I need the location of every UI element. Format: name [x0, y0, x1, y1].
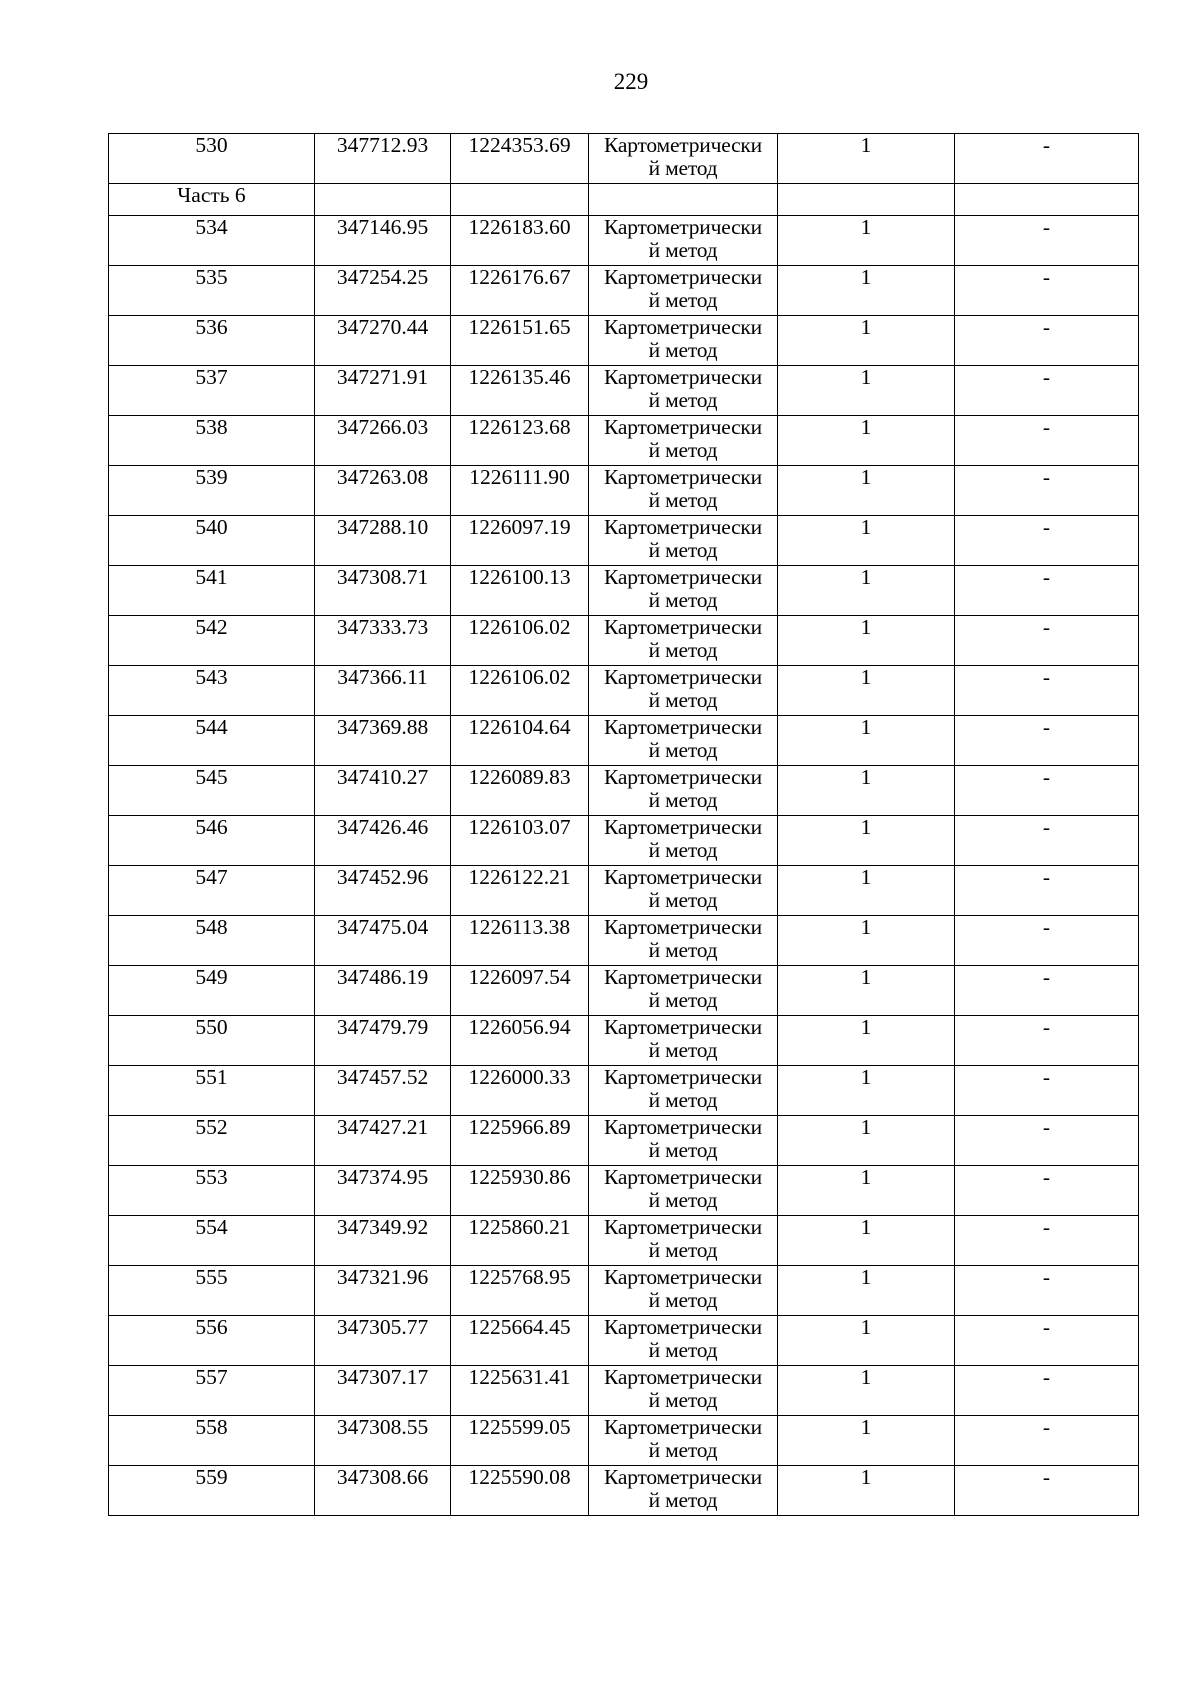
method-cell: Картометрически й метод [589, 1466, 778, 1516]
table-row [109, 1316, 1139, 1366]
method-cell: Картометрически й метод [589, 916, 778, 966]
note-cell: - [955, 516, 1139, 566]
table-row [109, 1266, 1139, 1316]
point-number-cell: 552 [109, 1116, 315, 1166]
y-coordinate-cell: 1226111.90 [451, 466, 589, 516]
accuracy-cell: 1 [778, 1316, 955, 1366]
method-cell: Картометрически й метод [589, 766, 778, 816]
note-cell: - [955, 266, 1139, 316]
note-cell: - [955, 766, 1139, 816]
y-coordinate-cell: 1226123.68 [451, 416, 589, 466]
method-cell: Картометрически й метод [589, 1166, 778, 1216]
empty-cell [955, 184, 1139, 216]
table-row [109, 1166, 1139, 1216]
method-cell: Картометрически й метод [589, 1116, 778, 1166]
note-cell: - [955, 916, 1139, 966]
empty-cell [315, 184, 451, 216]
accuracy-cell: 1 [778, 966, 955, 1016]
table-row [109, 966, 1139, 1016]
note-cell: - [955, 316, 1139, 366]
accuracy-cell: 1 [778, 716, 955, 766]
point-number-cell: 544 [109, 716, 315, 766]
x-coordinate-cell: 347712.93 [315, 134, 451, 184]
method-cell: Картометрически й метод [589, 366, 778, 416]
accuracy-cell: 1 [778, 566, 955, 616]
accuracy-cell: 1 [778, 266, 955, 316]
method-cell: Картометрически й метод [589, 716, 778, 766]
point-number-cell: 556 [109, 1316, 315, 1366]
method-cell: Картометрически й метод [589, 1066, 778, 1116]
table-row [109, 1466, 1139, 1516]
method-cell: Картометрически й метод [589, 466, 778, 516]
y-coordinate-cell: 1226104.64 [451, 716, 589, 766]
note-cell: - [955, 1366, 1139, 1416]
accuracy-cell: 1 [778, 1016, 955, 1066]
method-cell: Картометрически й метод [589, 1266, 778, 1316]
table-row [109, 366, 1139, 416]
method-cell: Картометрически й метод [589, 816, 778, 866]
method-cell: Картометрически й метод [589, 516, 778, 566]
table-row [109, 1416, 1139, 1466]
accuracy-cell: 1 [778, 1416, 955, 1466]
method-cell: Картометрически й метод [589, 1366, 778, 1416]
page-number: 229 [613, 69, 649, 94]
method-cell: Картометрически й метод [589, 966, 778, 1016]
coordinates-table-body [109, 134, 1139, 1516]
note-cell: - [955, 1216, 1139, 1266]
y-coordinate-cell: 1226151.65 [451, 316, 589, 366]
y-coordinate-cell: 1224353.69 [451, 134, 589, 184]
point-number-cell: 536 [109, 316, 315, 366]
table-row [109, 816, 1139, 866]
point-number-cell: 545 [109, 766, 315, 816]
x-coordinate-cell: 347452.96 [315, 866, 451, 916]
accuracy-cell: 1 [778, 1066, 955, 1116]
method-cell: Картометрически й метод [589, 1216, 778, 1266]
point-number-cell: 557 [109, 1366, 315, 1416]
point-number-cell: 537 [109, 366, 315, 416]
note-cell: - [955, 866, 1139, 916]
accuracy-cell: 1 [778, 916, 955, 966]
table-row [109, 1366, 1139, 1416]
point-number-cell: 555 [109, 1266, 315, 1316]
accuracy-cell: 1 [778, 1166, 955, 1216]
y-coordinate-cell: 1226176.67 [451, 266, 589, 316]
y-coordinate-cell: 1226122.21 [451, 866, 589, 916]
accuracy-cell: 1 [778, 1216, 955, 1266]
x-coordinate-cell: 347266.03 [315, 416, 451, 466]
table-row [109, 316, 1139, 366]
note-cell: - [955, 616, 1139, 666]
accuracy-cell: 1 [778, 316, 955, 366]
point-number-cell: 559 [109, 1466, 315, 1516]
note-cell: - [955, 1266, 1139, 1316]
x-coordinate-cell: 347426.46 [315, 816, 451, 866]
y-coordinate-cell: 1225768.95 [451, 1266, 589, 1316]
x-coordinate-cell: 347308.66 [315, 1466, 451, 1516]
y-coordinate-cell: 1226097.19 [451, 516, 589, 566]
x-coordinate-cell: 347270.44 [315, 316, 451, 366]
y-coordinate-cell: 1225631.41 [451, 1366, 589, 1416]
method-cell: Картометрически й метод [589, 1416, 778, 1466]
method-cell: Картометрически й метод [589, 616, 778, 666]
accuracy-cell: 1 [778, 516, 955, 566]
point-number-cell: 553 [109, 1166, 315, 1216]
table-row [109, 666, 1139, 716]
note-cell: - [955, 366, 1139, 416]
note-cell: - [955, 966, 1139, 1016]
table-row [109, 916, 1139, 966]
table-row [109, 266, 1139, 316]
method-cell: Картометрически й метод [589, 666, 778, 716]
y-coordinate-cell: 1226106.02 [451, 666, 589, 716]
accuracy-cell: 1 [778, 1266, 955, 1316]
x-coordinate-cell: 347333.73 [315, 616, 451, 666]
note-cell: - [955, 416, 1139, 466]
x-coordinate-cell: 347305.77 [315, 1316, 451, 1366]
point-number-cell: 542 [109, 616, 315, 666]
point-number-cell: 554 [109, 1216, 315, 1266]
table-row [109, 716, 1139, 766]
x-coordinate-cell: 347457.52 [315, 1066, 451, 1116]
point-number-cell: 558 [109, 1416, 315, 1466]
point-number-cell: 543 [109, 666, 315, 716]
method-cell: Картометрически й метод [589, 566, 778, 616]
y-coordinate-cell: 1226135.46 [451, 366, 589, 416]
table-row [109, 216, 1139, 266]
note-cell: - [955, 1316, 1139, 1366]
note-cell: - [955, 666, 1139, 716]
method-cell: Картометрически й метод [589, 216, 778, 266]
table-row [109, 866, 1139, 916]
x-coordinate-cell: 347475.04 [315, 916, 451, 966]
accuracy-cell: 1 [778, 366, 955, 416]
x-coordinate-cell: 347410.27 [315, 766, 451, 816]
point-number-cell: 549 [109, 966, 315, 1016]
x-coordinate-cell: 347308.71 [315, 566, 451, 616]
table-row [109, 516, 1139, 566]
point-number-cell: 541 [109, 566, 315, 616]
y-coordinate-cell: 1226106.02 [451, 616, 589, 666]
empty-cell [451, 184, 589, 216]
method-cell: Картометрически й метод [589, 1016, 778, 1066]
y-coordinate-cell: 1225599.05 [451, 1416, 589, 1466]
accuracy-cell: 1 [778, 666, 955, 716]
y-coordinate-cell: 1226100.13 [451, 566, 589, 616]
table-row [109, 1016, 1139, 1066]
accuracy-cell: 1 [778, 466, 955, 516]
y-coordinate-cell: 1226056.94 [451, 1016, 589, 1066]
y-coordinate-cell: 1226097.54 [451, 966, 589, 1016]
note-cell: - [955, 466, 1139, 516]
table-row [109, 134, 1139, 184]
table-row [109, 1066, 1139, 1116]
x-coordinate-cell: 347349.92 [315, 1216, 451, 1266]
point-number-cell: 551 [109, 1066, 315, 1116]
method-cell: Картометрически й метод [589, 1316, 778, 1366]
section-header-row [109, 184, 1139, 216]
note-cell: - [955, 716, 1139, 766]
method-cell: Картометрически й метод [589, 134, 778, 184]
x-coordinate-cell: 347321.96 [315, 1266, 451, 1316]
x-coordinate-cell: 347427.21 [315, 1116, 451, 1166]
point-number-cell: 534 [109, 216, 315, 266]
method-cell: Картометрически й метод [589, 316, 778, 366]
y-coordinate-cell: 1226089.83 [451, 766, 589, 816]
method-cell: Картометрически й метод [589, 866, 778, 916]
y-coordinate-cell: 1225930.86 [451, 1166, 589, 1216]
accuracy-cell: 1 [778, 1366, 955, 1416]
x-coordinate-cell: 347254.25 [315, 266, 451, 316]
point-number-cell: 539 [109, 466, 315, 516]
x-coordinate-cell: 347288.10 [315, 516, 451, 566]
table-row [109, 1116, 1139, 1166]
section-label-cell: Часть 6 [109, 184, 315, 216]
point-number-cell: 530 [109, 134, 315, 184]
accuracy-cell: 1 [778, 616, 955, 666]
x-coordinate-cell: 347308.55 [315, 1416, 451, 1466]
accuracy-cell: 1 [778, 816, 955, 866]
y-coordinate-cell: 1226183.60 [451, 216, 589, 266]
point-number-cell: 547 [109, 866, 315, 916]
x-coordinate-cell: 347146.95 [315, 216, 451, 266]
note-cell: - [955, 134, 1139, 184]
x-coordinate-cell: 347369.88 [315, 716, 451, 766]
method-cell: Картометрически й метод [589, 416, 778, 466]
y-coordinate-cell: 1225664.45 [451, 1316, 589, 1366]
table-row [109, 616, 1139, 666]
note-cell: - [955, 1016, 1139, 1066]
y-coordinate-cell: 1226113.38 [451, 916, 589, 966]
note-cell: - [955, 216, 1139, 266]
note-cell: - [955, 566, 1139, 616]
accuracy-cell: 1 [778, 766, 955, 816]
accuracy-cell: 1 [778, 1116, 955, 1166]
point-number-cell: 550 [109, 1016, 315, 1066]
accuracy-cell: 1 [778, 134, 955, 184]
y-coordinate-cell: 1225590.08 [451, 1466, 589, 1516]
note-cell: - [955, 1416, 1139, 1466]
x-coordinate-cell: 347479.79 [315, 1016, 451, 1066]
y-coordinate-cell: 1226103.07 [451, 816, 589, 866]
accuracy-cell: 1 [778, 416, 955, 466]
coordinates-table [108, 133, 1139, 1516]
accuracy-cell: 1 [778, 866, 955, 916]
table-row [109, 566, 1139, 616]
x-coordinate-cell: 347374.95 [315, 1166, 451, 1216]
x-coordinate-cell: 347271.91 [315, 366, 451, 416]
empty-cell [778, 184, 955, 216]
note-cell: - [955, 1166, 1139, 1216]
accuracy-cell: 1 [778, 1466, 955, 1516]
x-coordinate-cell: 347486.19 [315, 966, 451, 1016]
note-cell: - [955, 1116, 1139, 1166]
x-coordinate-cell: 347307.17 [315, 1366, 451, 1416]
point-number-cell: 546 [109, 816, 315, 866]
y-coordinate-cell: 1225860.21 [451, 1216, 589, 1266]
point-number-cell: 548 [109, 916, 315, 966]
point-number-cell: 538 [109, 416, 315, 466]
note-cell: - [955, 1066, 1139, 1116]
y-coordinate-cell: 1225966.89 [451, 1116, 589, 1166]
table-row [109, 466, 1139, 516]
point-number-cell: 540 [109, 516, 315, 566]
empty-cell [589, 184, 778, 216]
y-coordinate-cell: 1226000.33 [451, 1066, 589, 1116]
method-cell: Картометрически й метод [589, 266, 778, 316]
x-coordinate-cell: 347366.11 [315, 666, 451, 716]
x-coordinate-cell: 347263.08 [315, 466, 451, 516]
table-row [109, 416, 1139, 466]
table-row [109, 1216, 1139, 1266]
note-cell: - [955, 816, 1139, 866]
point-number-cell: 535 [109, 266, 315, 316]
note-cell: - [955, 1466, 1139, 1516]
accuracy-cell: 1 [778, 216, 955, 266]
table-row [109, 766, 1139, 816]
